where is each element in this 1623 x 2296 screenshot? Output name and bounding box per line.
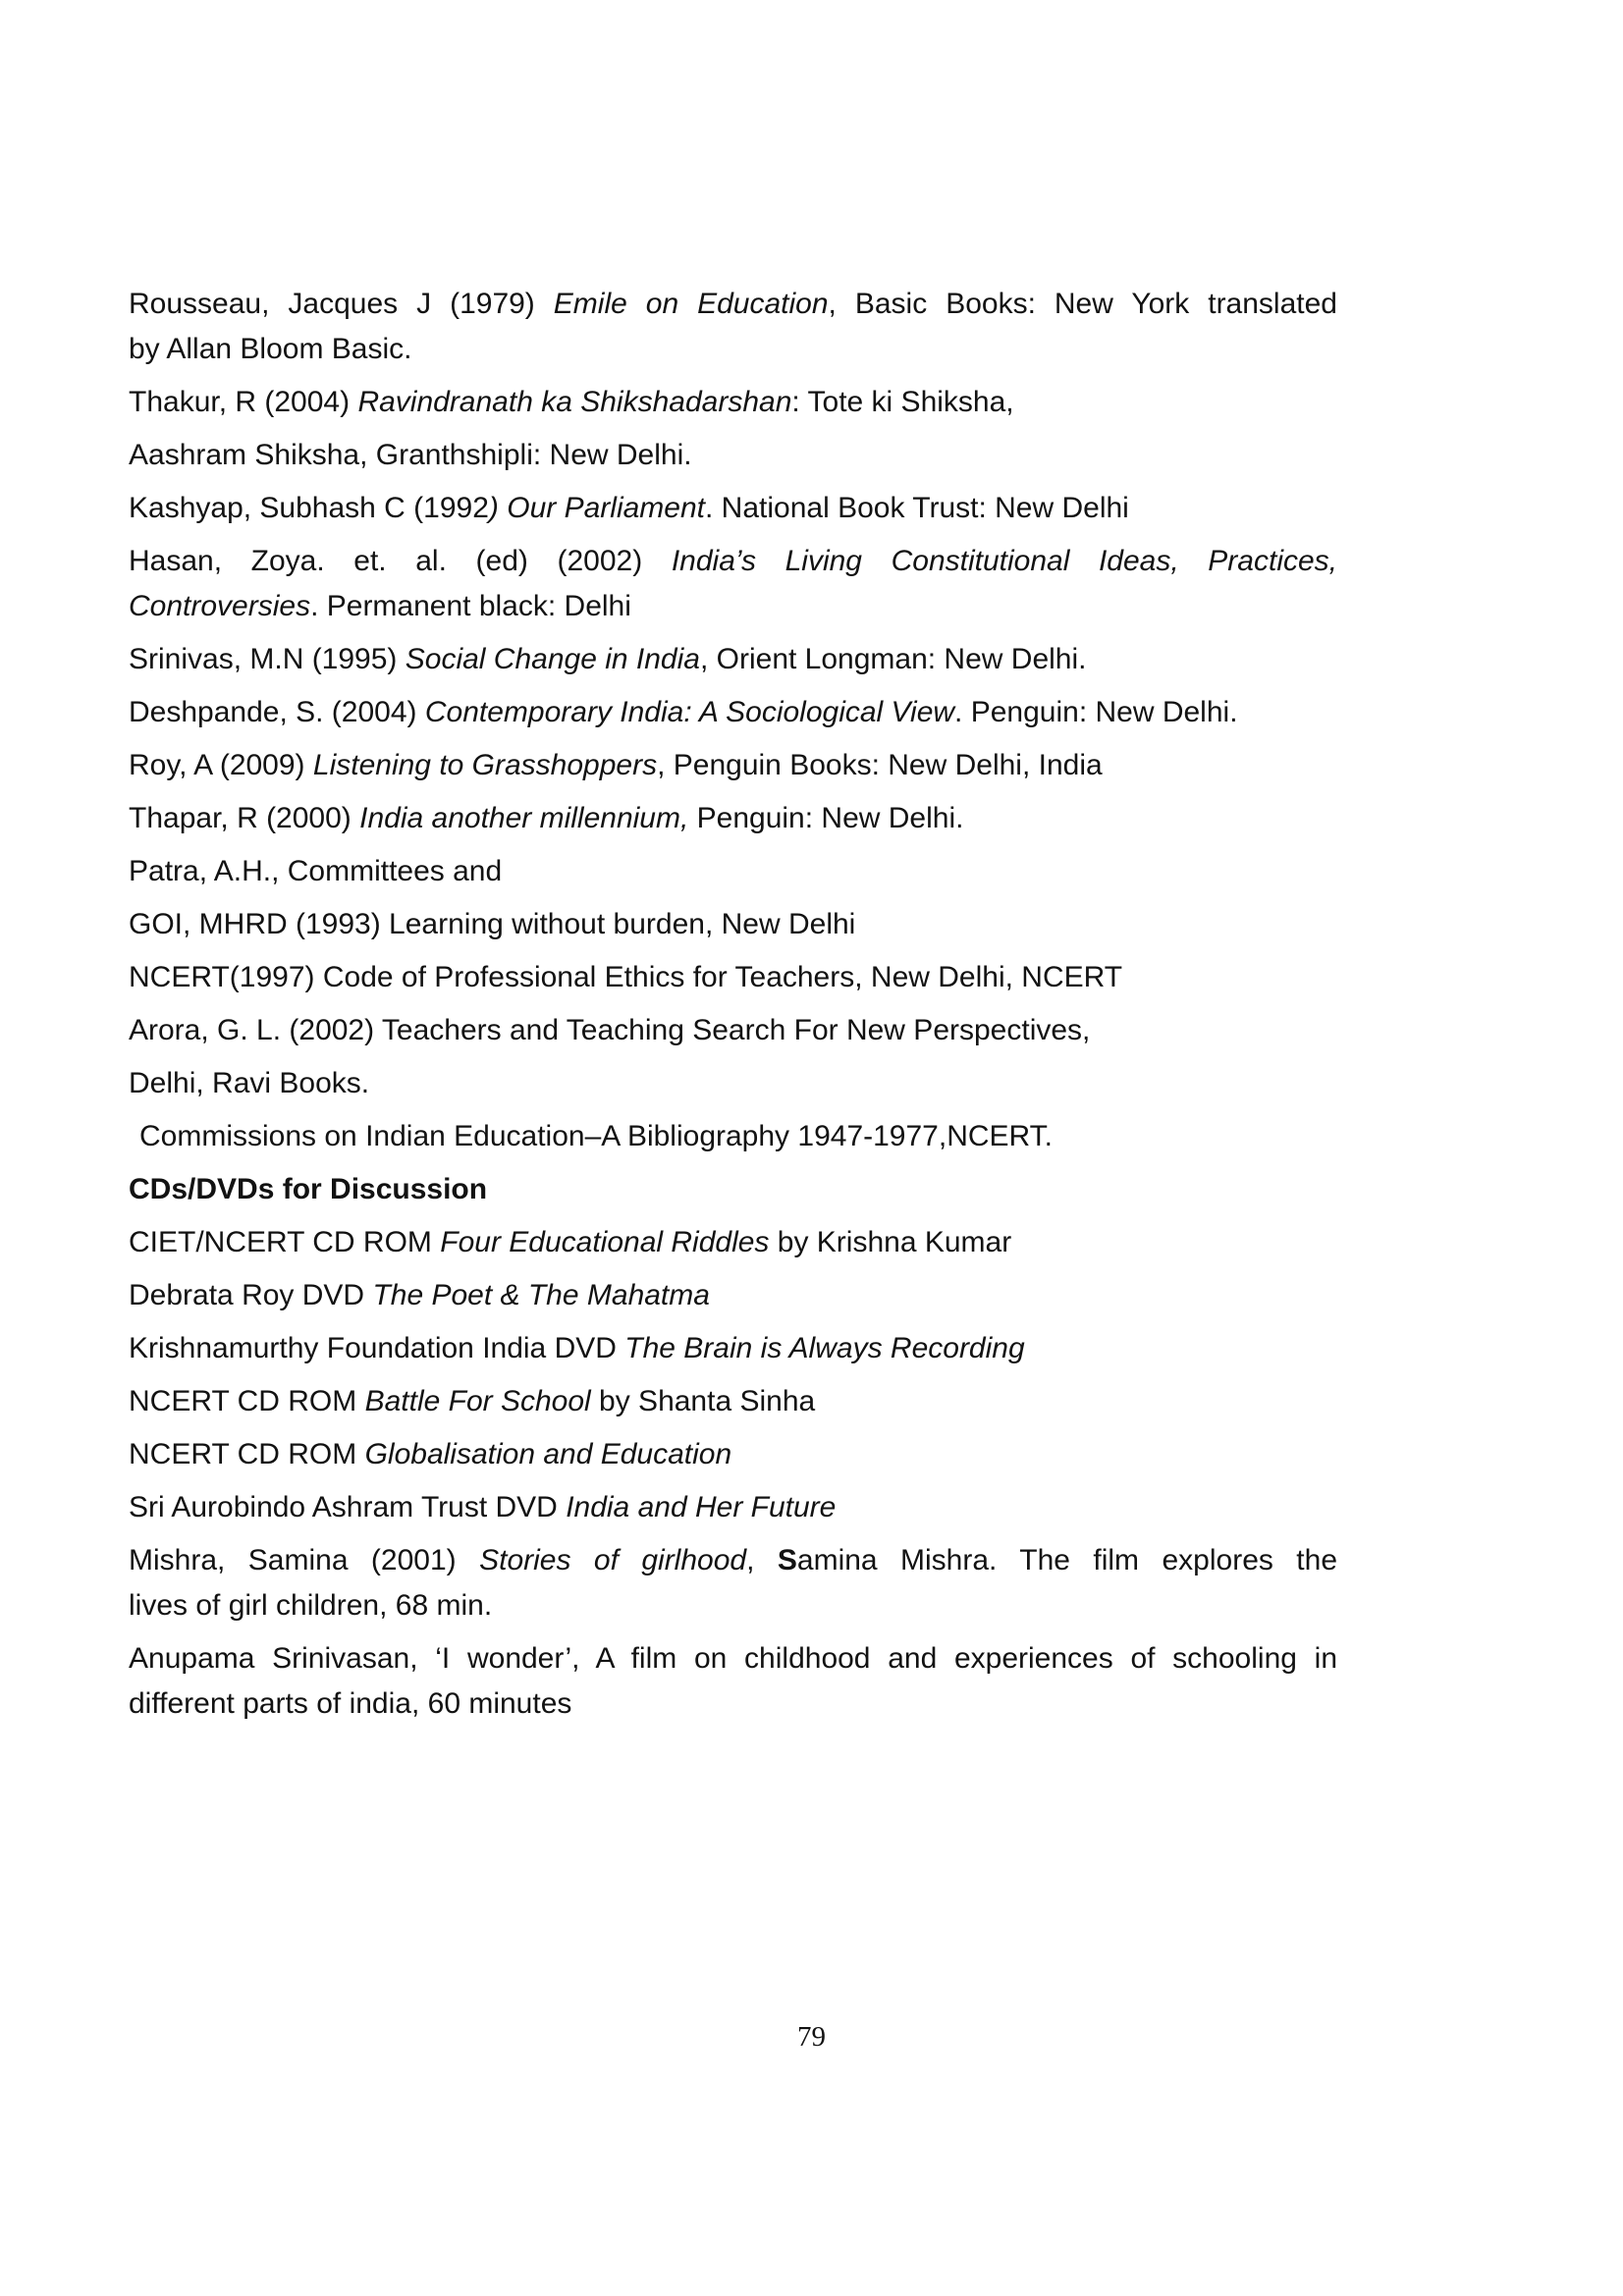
text-line	[129, 1008, 1337, 1053]
dvd-debrata-roy	[129, 1273, 1337, 1318]
text: NCERT CD ROM	[129, 1385, 365, 1417]
text: NCERT(1997) Code of Professional Ethics for Teachers, New Delhi, NCERT	[129, 961, 1123, 993]
text: Krishnamurthy Foundation India DVD	[129, 1332, 625, 1364]
text: by Allan Bloom Basic.	[129, 333, 412, 365]
text-line	[129, 690, 1337, 735]
reference-arora	[129, 1008, 1337, 1053]
reference-rousseau	[129, 282, 1337, 372]
text: . National Book Trust: New Delhi	[705, 492, 1129, 524]
italic-text: Battle For School	[364, 1385, 591, 1417]
bold-text: S	[777, 1544, 797, 1576]
text: Srinivas, M.N (1995)	[129, 643, 406, 675]
reference-aashram	[129, 433, 1337, 478]
text: amina Mishra. The film explores the	[796, 1544, 1338, 1576]
italic-text: Four Educational Riddles	[440, 1226, 770, 1258]
reference-patra	[129, 849, 1337, 894]
text: Sri Aurobindo Ashram Trust DVD	[129, 1491, 567, 1523]
text: Rousseau, Jacques J (1979)	[129, 288, 554, 320]
text-line	[129, 1485, 1337, 1530]
reference-goi	[129, 902, 1337, 947]
text-line	[129, 486, 1337, 531]
text-line	[129, 743, 1337, 788]
reference-commissions	[129, 1114, 1337, 1159]
reference-thapar	[129, 796, 1337, 841]
text-line	[129, 1636, 1337, 1682]
text: Penguin: New Delhi.	[688, 802, 964, 834]
text: . Permanent black: Delhi	[310, 590, 631, 622]
text-line	[129, 637, 1337, 682]
italic-text: India another millennium,	[359, 802, 689, 834]
text: Mishra, Samina (2001)	[129, 1544, 480, 1576]
text: , Orient Longman: New Delhi.	[699, 643, 1087, 675]
section-heading-cds-dvds	[129, 1167, 1337, 1212]
italic-text: India’s Living Constitutional Ideas, Practices,	[671, 545, 1338, 577]
italic-text: Stories of girlhood	[479, 1544, 747, 1576]
reference-srinivas	[129, 637, 1337, 682]
text: NCERT CD ROM	[129, 1438, 365, 1470]
reference-deshpande	[129, 690, 1337, 735]
italic-text: Controversies	[129, 590, 311, 622]
text-line	[129, 1538, 1337, 1583]
text: Roy, A (2009)	[129, 749, 313, 781]
reference-hasan	[129, 539, 1337, 629]
text-line	[129, 539, 1337, 584]
reference-arora-continued	[129, 1061, 1337, 1106]
text: Hasan, Zoya. et. al. (ed) (2002)	[129, 545, 672, 577]
reference-thakur	[129, 380, 1337, 425]
film-mishra	[129, 1538, 1337, 1629]
reference-roy	[129, 743, 1337, 788]
text: Thapar, R (2000)	[129, 802, 360, 834]
text: . Penguin: New Delhi.	[954, 696, 1238, 728]
bold-text: CDs/DVDs for Discussion	[129, 1173, 488, 1205]
film-anupama	[129, 1636, 1337, 1727]
cd-ncert-battle	[129, 1379, 1337, 1424]
italic-text: The Poet & The Mahatma	[372, 1279, 710, 1311]
text-line	[129, 1220, 1337, 1265]
text: Anupama Srinivasan, ‘I wonder’, A film on childhood and experiences of schooling in	[129, 1642, 1337, 1675]
dvd-krishnamurthy	[129, 1326, 1337, 1371]
text-line	[129, 1583, 1337, 1629]
italic-text: The Brain is Always Recording	[624, 1332, 1025, 1364]
text: Thakur, R (2004)	[129, 386, 358, 418]
italic-text: Emile on Education	[553, 288, 829, 320]
text: ,	[746, 1544, 778, 1576]
text: Delhi, Ravi Books.	[129, 1067, 370, 1099]
italic-text: Social Change in India	[405, 643, 700, 675]
text-line	[129, 796, 1337, 841]
text-line	[129, 1273, 1337, 1318]
italic-text: Globalisation and Education	[364, 1438, 732, 1470]
cd-ncert-globalisation	[129, 1432, 1337, 1477]
text: Arora, G. L. (2002) Teachers and Teaching Search For New Perspectives,	[129, 1014, 1091, 1046]
italic-text: Ravindranath ka Shikshadarshan	[357, 386, 792, 418]
text: : Tote ki Shiksha,	[791, 386, 1014, 418]
reference-ncert-1997	[129, 955, 1337, 1000]
text: lives of girl children, 68 min.	[129, 1589, 493, 1622]
text: Debrata Roy DVD	[129, 1279, 373, 1311]
text-line	[129, 902, 1337, 947]
italic-text: India and Her Future	[566, 1491, 837, 1523]
text-line	[129, 1432, 1337, 1477]
text-line	[129, 1326, 1337, 1371]
cd-ciet-ncert	[129, 1220, 1337, 1265]
text: Aashram Shiksha, Granthshipli: New Delhi.	[129, 439, 692, 471]
text: different parts of india, 60 minutes	[129, 1687, 572, 1720]
reference-kashyap	[129, 486, 1337, 531]
text: , Basic Books: New York translated	[828, 288, 1337, 320]
text: Kashyap, Subhash C (1992	[129, 492, 489, 524]
text-line	[129, 282, 1337, 327]
text-line	[139, 1114, 1337, 1159]
italic-text: Listening to Grasshoppers	[312, 749, 658, 781]
text-line	[129, 584, 1337, 629]
text: by Shanta Sinha	[590, 1385, 816, 1417]
italic-text: ) Our Parliament	[488, 492, 705, 524]
text: by Krishna Kumar	[769, 1226, 1012, 1258]
text: Deshpande, S. (2004)	[129, 696, 425, 728]
text-line	[129, 1682, 1337, 1727]
text: CIET/NCERT CD ROM	[129, 1226, 441, 1258]
text-line	[129, 380, 1337, 425]
text-line	[129, 1379, 1337, 1424]
text-line	[129, 1061, 1337, 1106]
text-line	[129, 849, 1337, 894]
references-content	[129, 282, 1337, 1735]
text-line	[129, 433, 1337, 478]
text: Commissions on Indian Education–A Bibliography 1947-1977,NCERT.	[139, 1120, 1053, 1152]
text-line	[129, 955, 1337, 1000]
text: Patra, A.H., Committees and	[129, 855, 503, 887]
text: GOI, MHRD (1993) Learning without burden, New Delhi	[129, 908, 856, 940]
page-number: 79	[797, 2021, 826, 2053]
dvd-sri-aurobindo	[129, 1485, 1337, 1530]
text-line	[129, 1167, 1337, 1212]
text-line	[129, 327, 1337, 372]
italic-text: Contemporary India: A Sociological View	[424, 696, 955, 728]
text: , Penguin Books: New Delhi, India	[657, 749, 1103, 781]
